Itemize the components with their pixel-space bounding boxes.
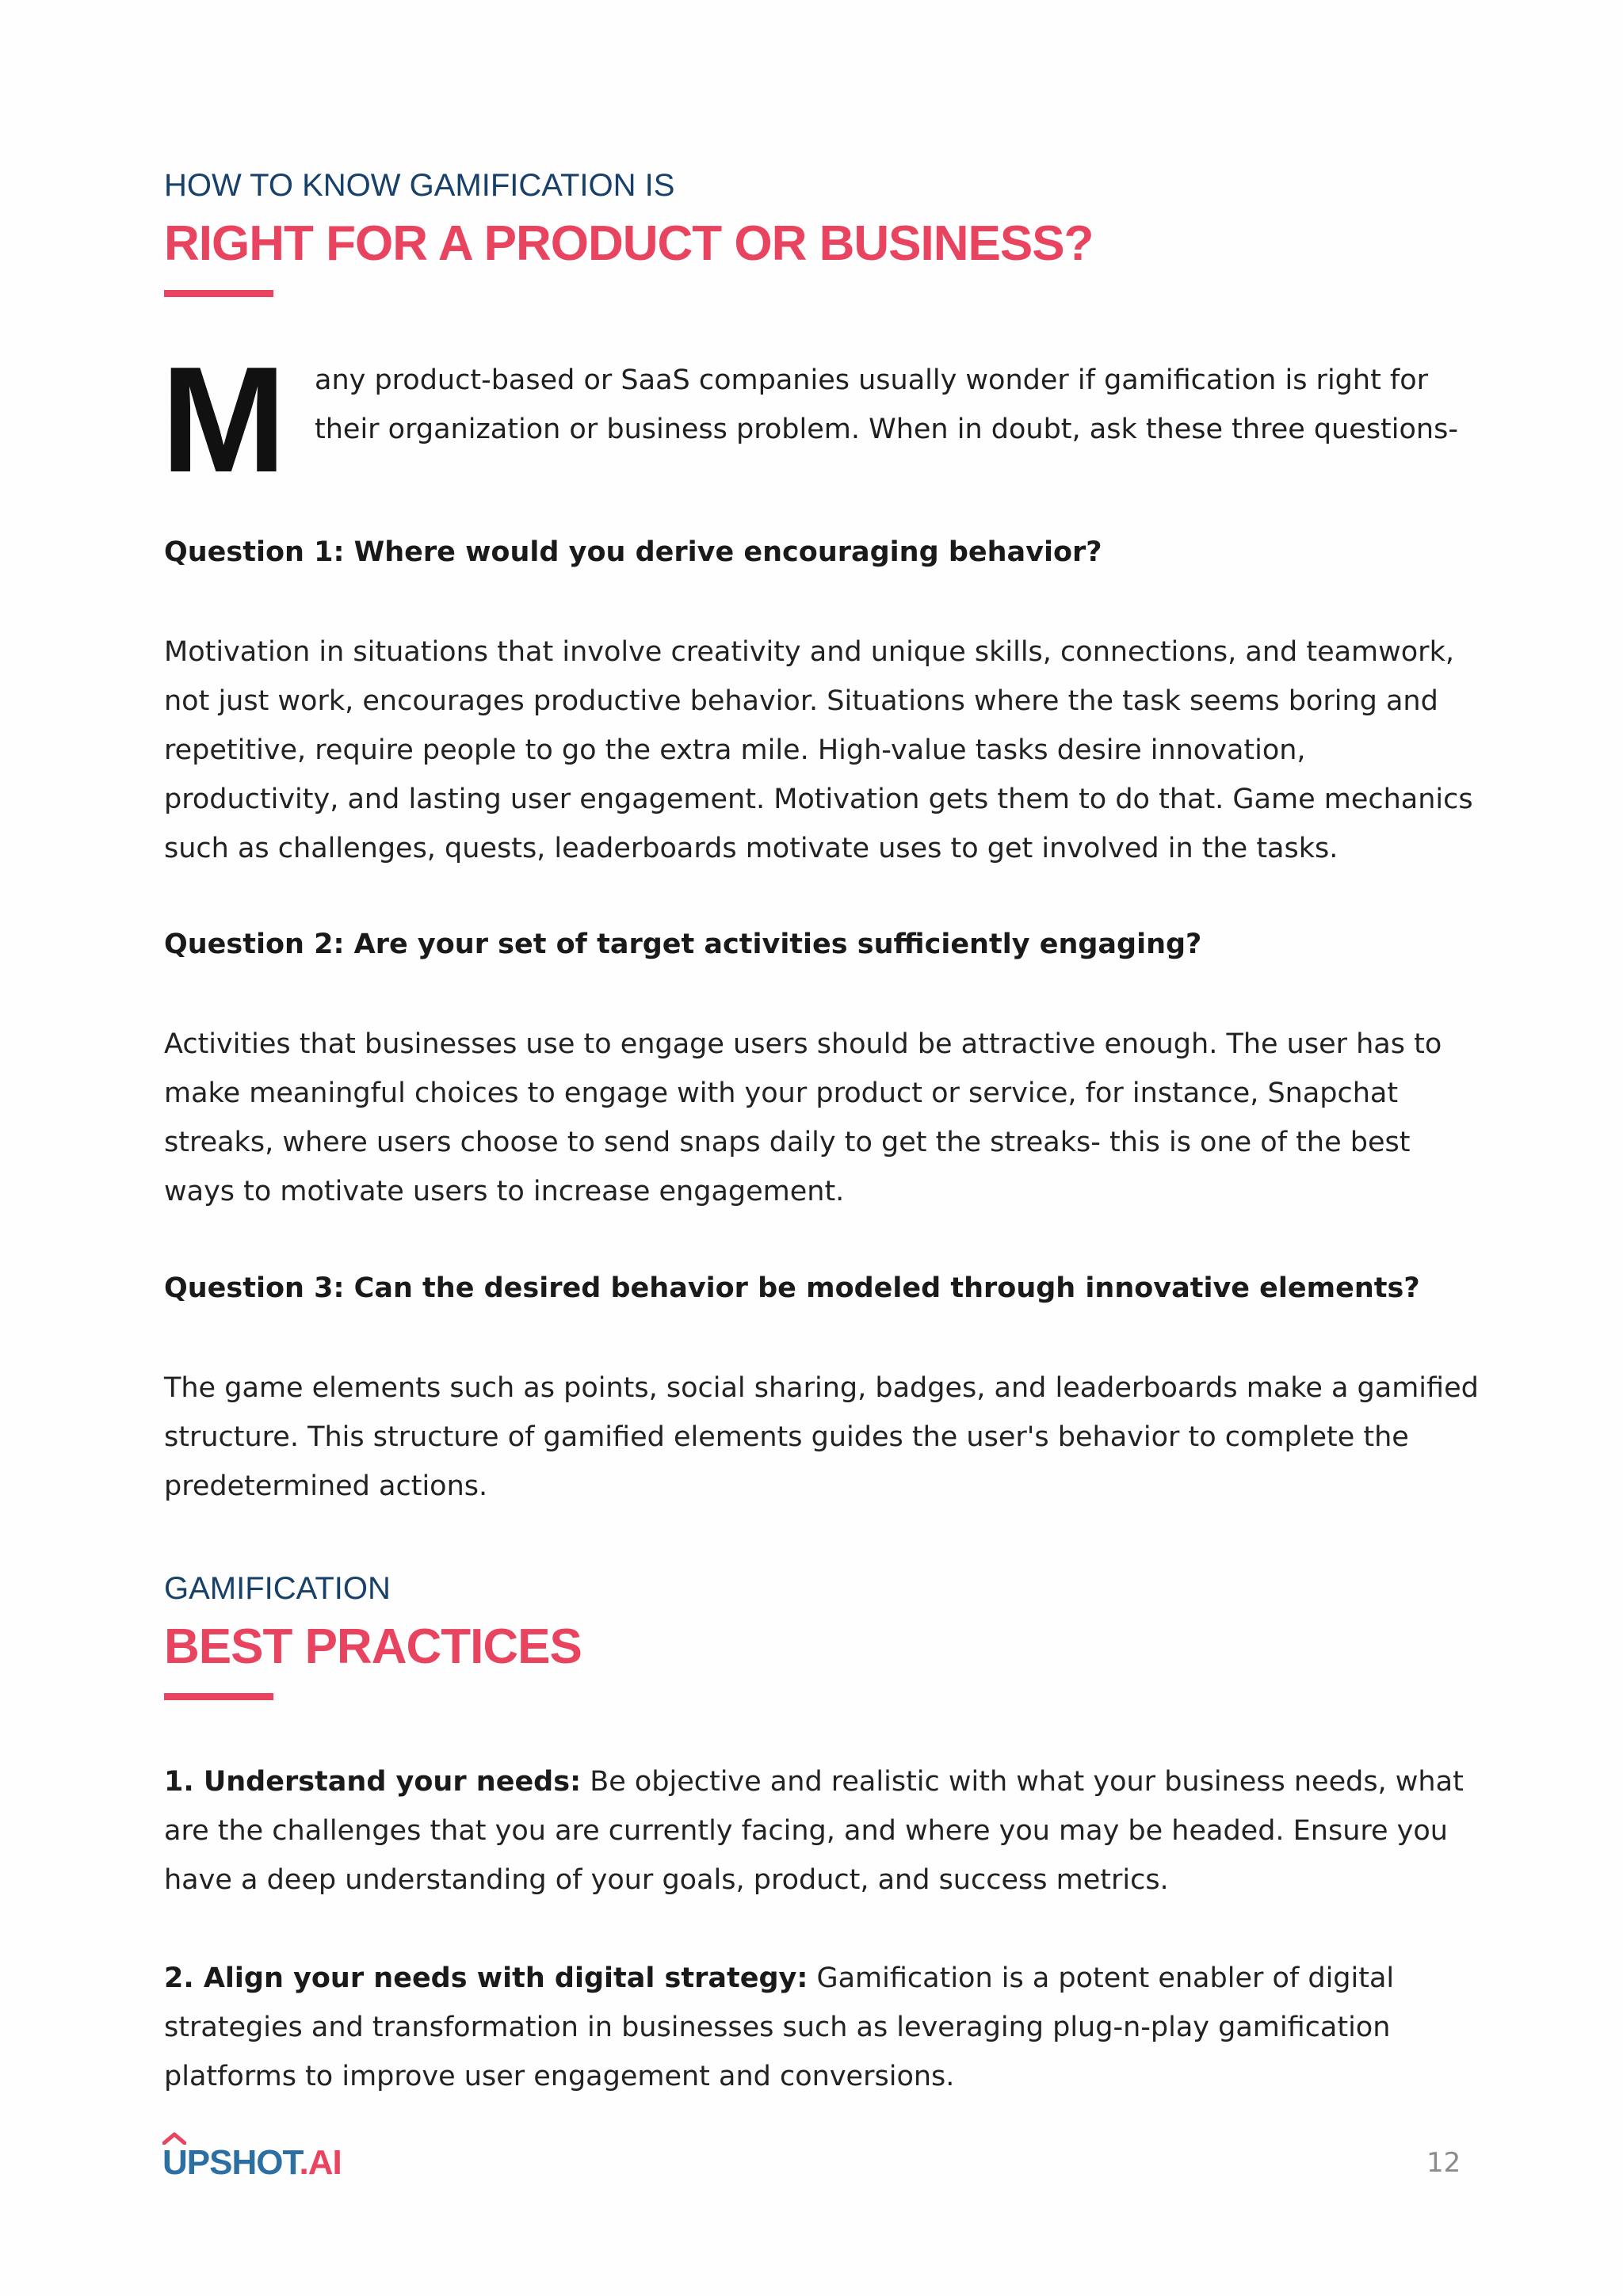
logo-dot: . (299, 2143, 308, 2182)
practice-item (164, 1954, 1484, 2101)
logo-wordmark: UPSHOT (162, 2143, 300, 2182)
headline-underline (164, 290, 273, 297)
practice-body: Be objective and realistic with what your business needs, what are the challenges that you are currently facing, and where you may be headed. Ensure you have a deep understanding of your goals, product, and success metrics. (164, 1766, 1464, 1896)
section-kicker: HOW TO KNOW GAMIFICATION IS (164, 168, 675, 203)
logo-suffix: AI (307, 2143, 342, 2182)
question-heading: Question 2: Are your set of target activities sufficiently engaging? (164, 929, 1202, 960)
practice-lead: 1. Understand your needs: (164, 1766, 582, 1798)
intro-paragraph: any product-based or SaaS companies usually wonder if gamification is right for their organization or business problem. When in doubt, ask these three questions- (315, 364, 1458, 445)
practice-body: Gamification is a potent enabler of digital strategies and transformation in businesses such as leveraging plug-n-play gamification platforms to improve user engagement and conversions. (164, 1962, 1395, 2092)
practice-lead: 2. Align your needs with digital strategy: (164, 1962, 808, 1994)
section-headline: BEST PRACTICES (164, 1619, 582, 1674)
question-answer: Activities that businesses use to engage users should be attractive enough. The user has to make meaningful choices to engage with your product or service, for instance, Snapchat streaks, where users choose to send snaps daily to get the streaks- this is one of the best ways to motivate users to increase engagement. (164, 1028, 1442, 1207)
headline-underline (164, 1693, 273, 1700)
question-answer: Motivation in situations that involve creativity and unique skills, connections, and teamwork, not just work, encourages productive behavior. Situations where the task seems boring and repetitive, require people to go the extra mile. High-value tasks desire innovation, productivity, and lasting user engagement. Motivation gets them to do that. Game mechanics such as challenges, quests, leaderboards motivate uses to get involved in the tasks. (164, 636, 1473, 864)
logo-roof-icon (162, 2132, 186, 2145)
drop-cap: M (161, 336, 287, 504)
question-answer: The game elements such as points, social sharing, badges, and leaderboards make a gamified structure. This structure of gamified elements guides the user's behavior to complete the predetermined actions. (164, 1372, 1479, 1502)
question-heading: Question 3: Can the desired behavior be modeled through innovative elements? (164, 1272, 1420, 1304)
question-heading: Question 1: Where would you derive encouraging behavior? (164, 536, 1102, 568)
brand-logo (162, 2143, 342, 2183)
page-number: 12 (1426, 2147, 1461, 2179)
section-kicker: GAMIFICATION (164, 1571, 391, 1606)
section-headline: RIGHT FOR A PRODUCT OR BUSINESS? (164, 216, 1094, 271)
practice-item (164, 1757, 1484, 1905)
